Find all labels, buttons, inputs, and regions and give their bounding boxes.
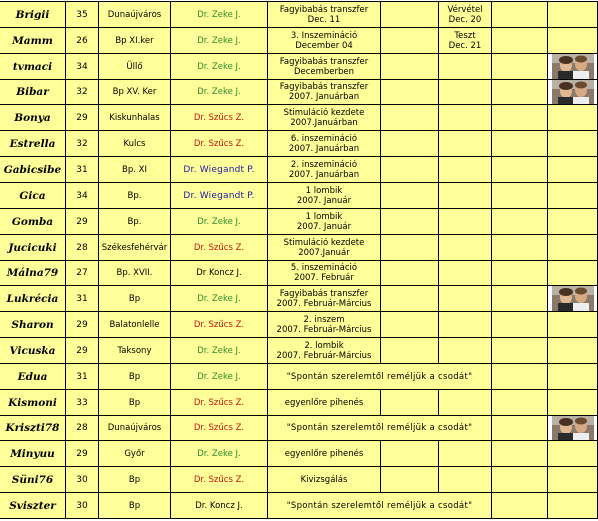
status-cell <box>268 390 381 416</box>
cell-text: Dr. Szűcs Z. <box>193 397 245 408</box>
empty-cell <box>381 105 439 131</box>
cell-text: Dr. Szűcs Z. <box>193 242 245 253</box>
cell-text: 29 <box>76 112 88 123</box>
extra-cell <box>439 2 492 28</box>
cell-text: Málna79 <box>6 267 59 279</box>
cell-text: Fagyibabás transzfer <box>279 82 369 92</box>
empty-cell <box>381 467 439 493</box>
photo-cell <box>548 467 598 493</box>
photo-cell <box>548 54 598 80</box>
empty-cell <box>492 364 548 390</box>
photo-cell <box>548 157 598 183</box>
empty-cell <box>492 157 548 183</box>
city-cell <box>99 157 171 183</box>
extra-cell <box>439 183 492 209</box>
status-cell <box>268 131 381 157</box>
age-cell <box>66 261 99 286</box>
cell-text: Stimuláció kezdete <box>283 107 365 118</box>
cell-text: 2007. Február-Március <box>276 324 372 335</box>
city-cell <box>99 441 171 467</box>
empty-cell <box>381 312 439 338</box>
cell-text: 2007. Február-Március <box>276 350 372 361</box>
nickname-cell <box>0 441 66 467</box>
status-cell <box>268 493 492 519</box>
cell-text: Teszt <box>454 30 476 41</box>
cell-text: 1 lombik <box>305 211 343 222</box>
nickname-cell <box>0 493 66 519</box>
empty-cell <box>492 416 548 441</box>
photo-cell <box>548 390 598 416</box>
extra-cell <box>439 28 492 54</box>
status-cell <box>268 105 381 131</box>
cell-text: Fagyibabás transzfer <box>279 288 369 299</box>
nickname-cell <box>0 312 66 338</box>
cell-text: tvmaci <box>12 60 53 73</box>
photo-cell <box>548 235 598 261</box>
cell-text: 30 <box>76 474 88 485</box>
extra-cell <box>439 157 492 183</box>
doctor-cell <box>171 183 268 209</box>
cell-text: "Spontán szerelemtől reméljük a csodát" <box>286 371 473 382</box>
cell-text: Bp. <box>127 190 142 201</box>
cell-text: 31 <box>76 164 88 175</box>
empty-cell <box>381 441 439 467</box>
empty-cell <box>492 183 548 209</box>
nickname-cell <box>0 364 66 390</box>
cell-text: Dunaújváros <box>107 423 162 433</box>
doctor-cell <box>171 131 268 157</box>
cell-text: 26 <box>76 35 88 46</box>
city-cell <box>99 209 171 235</box>
photo-cell <box>548 441 598 467</box>
cell-text: 35 <box>76 9 88 20</box>
doctor-cell <box>171 364 268 390</box>
empty-cell <box>381 183 439 209</box>
cell-text: Dec. 11 <box>307 14 341 25</box>
cell-text: "Spontán szerelemtől reméljük a csodát" <box>286 500 473 511</box>
cell-text: 2007. Januárban <box>288 92 360 102</box>
cell-text: Székesfehérvár <box>101 242 168 253</box>
cell-text: 2007. Február-Március <box>276 298 372 309</box>
photo-cell <box>548 261 598 286</box>
empty-cell <box>492 441 548 467</box>
cell-text: 1 lombik <box>305 185 343 196</box>
extra-cell <box>439 261 492 286</box>
cell-text: 5. inszemináció <box>290 263 358 273</box>
doctor-cell <box>171 338 268 364</box>
cell-text: egyenlőre pihenés <box>284 397 364 408</box>
status-cell <box>268 364 492 390</box>
cell-text: 34 <box>76 190 88 201</box>
empty-cell <box>492 209 548 235</box>
status-cell <box>268 286 381 312</box>
cell-text: Győr <box>124 448 145 459</box>
age-cell <box>66 157 99 183</box>
empty-cell <box>381 209 439 235</box>
photo-cell <box>548 364 598 390</box>
doctor-cell <box>171 157 268 183</box>
cell-text: Gomba <box>11 215 54 228</box>
age-cell <box>66 131 99 157</box>
cell-text: Dec. 21 <box>448 40 482 51</box>
photo-cell <box>548 2 598 28</box>
cell-text: Dr. Szűcs Z. <box>193 474 245 485</box>
cell-text: 2007. Januárban <box>288 143 360 154</box>
nickname-cell <box>0 261 66 286</box>
extra-cell <box>439 54 492 80</box>
cell-text: Bp. XI <box>122 164 147 175</box>
empty-cell <box>492 286 548 312</box>
city-cell <box>99 2 171 28</box>
cell-text: Fagyibabás transzfer <box>279 56 369 67</box>
cell-text: 29 <box>76 448 88 459</box>
extra-cell <box>439 312 492 338</box>
doctor-cell <box>171 493 268 519</box>
empty-cell <box>492 493 548 519</box>
empty-cell <box>492 312 548 338</box>
age-cell <box>66 467 99 493</box>
city-cell <box>99 312 171 338</box>
photo-cell <box>548 28 598 54</box>
city-cell <box>99 28 171 54</box>
empty-cell <box>492 105 548 131</box>
cell-text: 2. lombik <box>304 340 344 351</box>
empty-cell <box>381 338 439 364</box>
cell-text: Dr. Szűcs Z. <box>193 138 245 149</box>
nickname-cell <box>0 157 66 183</box>
cell-text: 31 <box>76 293 88 304</box>
photo-cell <box>548 209 598 235</box>
age-cell <box>66 390 99 416</box>
empty-cell <box>381 131 439 157</box>
cell-text: 2. inszemináció <box>290 159 358 170</box>
nickname-cell <box>0 2 66 28</box>
cell-text: Minyuu <box>10 447 55 460</box>
age-cell <box>66 209 99 235</box>
age-cell <box>66 80 99 105</box>
cell-text: Bp <box>128 397 141 408</box>
status-cell <box>268 80 381 105</box>
cell-text: Üllő <box>126 61 143 72</box>
cell-text: Bp <box>128 293 141 304</box>
status-cell <box>268 235 381 261</box>
nickname-cell <box>0 131 66 157</box>
cell-text: December 04 <box>295 40 353 51</box>
photo-cell <box>548 80 598 105</box>
cell-text: Gica <box>19 189 46 202</box>
cell-text: Bp <box>128 371 141 382</box>
photo-cell <box>548 131 598 157</box>
extra-cell <box>439 105 492 131</box>
cell-text: Dr. Zeke J. <box>197 216 241 227</box>
cell-text: 2007.Januárban <box>290 117 358 128</box>
cell-text: Dr. Zeke J. <box>197 9 241 20</box>
empty-cell <box>492 54 548 80</box>
age-cell <box>66 28 99 54</box>
empty-cell <box>381 28 439 54</box>
empty-cell <box>492 28 548 54</box>
age-cell <box>66 235 99 261</box>
cell-text: 2007. Február <box>294 273 354 283</box>
cell-text: Bp. <box>127 216 142 227</box>
cell-text: Kivizsgálás <box>300 474 348 485</box>
nickname-cell <box>0 235 66 261</box>
cell-text: Bibar <box>16 86 49 98</box>
nickname-cell <box>0 467 66 493</box>
cell-text: 2007.Január <box>298 247 350 258</box>
age-cell <box>66 286 99 312</box>
status-cell <box>268 338 381 364</box>
cell-text: Dr. Zeke J. <box>197 87 241 97</box>
city-cell <box>99 183 171 209</box>
photo-cell <box>548 416 598 441</box>
empty-cell <box>381 80 439 105</box>
cell-text: Dr. Zeke J. <box>197 35 241 46</box>
cell-text: Taksony <box>117 345 152 356</box>
cell-text: Estrella <box>9 137 56 150</box>
age-cell <box>66 54 99 80</box>
cell-text: Dr. Wiegandt P. <box>183 164 255 175</box>
cell-text: Dr. Zeke J. <box>197 345 241 356</box>
city-cell <box>99 338 171 364</box>
empty-cell <box>439 390 492 416</box>
cell-text: Dr. Wiegandt P. <box>183 190 255 201</box>
cell-text: Bonya <box>14 111 51 124</box>
empty-cell <box>492 467 548 493</box>
empty-cell <box>381 235 439 261</box>
cell-text: Gabicsibe <box>3 163 62 176</box>
avatar-photo <box>552 286 594 312</box>
city-cell <box>99 493 171 519</box>
nickname-cell <box>0 80 66 105</box>
empty-cell <box>381 286 439 312</box>
cell-text: 30 <box>76 500 88 511</box>
status-cell <box>268 441 381 467</box>
photo-cell <box>548 183 598 209</box>
empty-cell <box>381 157 439 183</box>
nickname-cell <box>0 54 66 80</box>
age-cell <box>66 2 99 28</box>
photo-cell <box>548 338 598 364</box>
cell-text: 27 <box>76 268 88 278</box>
doctor-cell <box>171 261 268 286</box>
empty-cell <box>492 80 548 105</box>
cell-text: Dr. Koncz J. <box>195 500 243 511</box>
cell-text: Balatonlelle <box>109 319 160 330</box>
doctor-cell <box>171 54 268 80</box>
nickname-cell <box>0 183 66 209</box>
cell-text: 29 <box>76 319 88 330</box>
cell-text: Bp <box>128 474 141 485</box>
extra-cell <box>439 235 492 261</box>
cell-text: Kulcs <box>123 138 146 149</box>
nickname-cell <box>0 390 66 416</box>
empty-cell <box>381 54 439 80</box>
cell-text: Sviszter <box>9 499 56 512</box>
cell-text: 2. inszem <box>303 314 345 325</box>
photo-cell <box>548 105 598 131</box>
doctor-cell <box>171 2 268 28</box>
cell-text: Edua <box>17 370 48 383</box>
nickname-cell <box>0 28 66 54</box>
city-cell <box>99 467 171 493</box>
cell-text: Dunaújváros <box>107 9 162 20</box>
cell-text: Stimuláció kezdete <box>283 237 365 248</box>
city-cell <box>99 286 171 312</box>
status-cell <box>268 312 381 338</box>
cell-text: Dr. Szűcs Z. <box>193 319 245 330</box>
status-cell <box>268 157 381 183</box>
doctor-cell <box>171 467 268 493</box>
status-cell <box>268 261 381 286</box>
empty-cell <box>381 2 439 28</box>
cell-text: Mamm <box>12 34 53 47</box>
city-cell <box>99 261 171 286</box>
age-cell <box>66 493 99 519</box>
extra-cell <box>439 286 492 312</box>
empty-cell <box>492 390 548 416</box>
extra-cell <box>439 209 492 235</box>
cell-text: 29 <box>76 345 88 356</box>
extra-cell <box>439 338 492 364</box>
photo-cell <box>548 312 598 338</box>
cell-text: Dr. Zeke J. <box>197 371 241 382</box>
city-cell <box>99 235 171 261</box>
empty-cell <box>492 261 548 286</box>
empty-cell <box>492 2 548 28</box>
cell-text: Dr Koncz J. <box>196 268 242 278</box>
cell-text: Kismoni <box>8 396 57 409</box>
avatar-photo <box>552 80 594 105</box>
nickname-cell <box>0 338 66 364</box>
city-cell <box>99 416 171 441</box>
cell-text: Brigii <box>15 8 50 21</box>
status-cell <box>268 183 381 209</box>
doctor-cell <box>171 80 268 105</box>
cell-text: egyenlőre pihenés <box>284 448 364 459</box>
cell-text: 32 <box>76 138 88 149</box>
empty-cell <box>381 390 439 416</box>
city-cell <box>99 131 171 157</box>
cell-text: Dr. Zeke J. <box>197 448 241 459</box>
status-cell <box>268 416 492 441</box>
empty-cell <box>439 441 492 467</box>
cell-text: Bp. XVII. <box>116 268 153 278</box>
doctor-cell <box>171 390 268 416</box>
age-cell <box>66 364 99 390</box>
age-cell <box>66 105 99 131</box>
cell-text: Dr. Zeke J. <box>197 61 241 72</box>
status-cell <box>268 209 381 235</box>
nickname-cell <box>0 286 66 312</box>
avatar-photo <box>552 54 594 80</box>
avatar-photo <box>552 416 594 441</box>
cell-text: Dr. Szűcs Z. <box>193 423 245 433</box>
empty-cell <box>439 467 492 493</box>
nickname-cell <box>0 416 66 441</box>
nickname-cell <box>0 209 66 235</box>
city-cell <box>99 364 171 390</box>
cell-text: 28 <box>76 423 88 433</box>
cell-text: "Spontán szerelemtől reméljük a csodát" <box>286 423 473 433</box>
doctor-cell <box>171 235 268 261</box>
doctor-cell <box>171 441 268 467</box>
age-cell <box>66 338 99 364</box>
city-cell <box>99 105 171 131</box>
cell-text: Decemberben <box>293 66 355 77</box>
nickname-cell <box>0 105 66 131</box>
doctor-cell <box>171 416 268 441</box>
age-cell <box>66 312 99 338</box>
cell-text: 31 <box>76 371 88 382</box>
cell-text: 2007. Januárban <box>288 169 360 180</box>
cell-text: Kriszti78 <box>5 422 60 434</box>
status-cell <box>268 467 381 493</box>
doctor-cell <box>171 105 268 131</box>
cell-text: Bp XI.ker <box>115 35 154 46</box>
cell-text: 2007. Január <box>296 221 352 232</box>
cell-text: 3. Inszemináció <box>290 30 358 41</box>
doctor-cell <box>171 286 268 312</box>
cell-text: Dr. Zeke J. <box>197 293 241 304</box>
doctor-cell <box>171 312 268 338</box>
empty-cell <box>492 235 548 261</box>
empty-cell <box>492 338 548 364</box>
cell-text: Jucicuki <box>8 241 57 254</box>
city-cell <box>99 54 171 80</box>
cell-text: 33 <box>76 397 88 408</box>
city-cell <box>99 390 171 416</box>
cell-text: 6. inszemináció <box>290 133 358 144</box>
cell-text: Sharon <box>11 318 54 331</box>
cell-text: Dec. 20 <box>448 14 482 25</box>
cell-text: 29 <box>76 216 88 227</box>
cell-text: Kiskunhalas <box>109 112 160 123</box>
photo-cell <box>548 286 598 312</box>
doctor-cell <box>171 28 268 54</box>
cell-text: 28 <box>76 242 88 253</box>
empty-cell <box>381 261 439 286</box>
cell-text: Süni76 <box>11 473 54 486</box>
cell-text: Vicuska <box>9 344 56 357</box>
cell-text: Lukrécia <box>6 292 59 305</box>
status-cell <box>268 54 381 80</box>
cell-text: Dr. Szűcs Z. <box>193 112 245 123</box>
cell-text: 32 <box>76 87 88 97</box>
extra-cell <box>439 80 492 105</box>
doctor-cell <box>171 209 268 235</box>
cell-text: Bp <box>128 500 141 511</box>
extra-cell <box>439 131 492 157</box>
cell-text: 34 <box>76 61 88 72</box>
cell-text: 2007. Január <box>296 195 352 206</box>
age-cell <box>66 441 99 467</box>
cell-text: Vérvétel <box>447 4 483 15</box>
photo-cell <box>548 493 598 519</box>
city-cell <box>99 80 171 105</box>
empty-cell <box>492 131 548 157</box>
cell-text: Bp XV. Ker <box>112 87 157 97</box>
age-cell <box>66 416 99 441</box>
age-cell <box>66 183 99 209</box>
cell-text: Fagyibabás transzfer <box>279 4 369 15</box>
status-cell <box>268 28 381 54</box>
status-cell <box>268 2 381 28</box>
